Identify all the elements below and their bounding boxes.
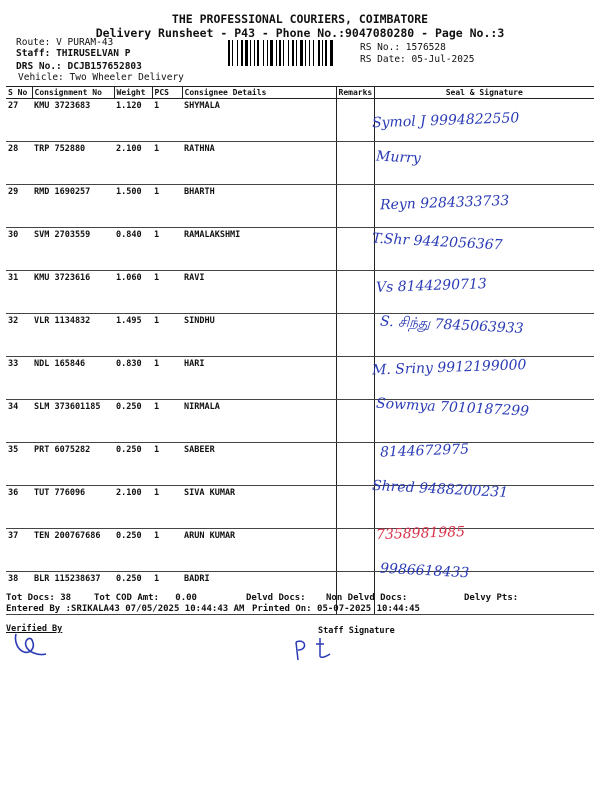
signature-31: Vs 8144290713 [375, 276, 488, 296]
signature-30: T.Shr 9442056367 [371, 230, 503, 254]
cell-consignee: BHARTH [182, 185, 336, 228]
rs-no-value: 1576528 [405, 42, 446, 53]
cell-consignee: RAVI [182, 271, 336, 314]
cell-signature [371, 99, 594, 142]
table-row [6, 486, 594, 529]
cell-remarks [336, 271, 374, 314]
cell-sno: 36 [6, 486, 32, 529]
cell-pcs: 1 [152, 443, 182, 486]
table-row [6, 228, 594, 271]
verifier-signature [10, 630, 56, 660]
cell-consignment: PRT 6075282 [32, 443, 114, 486]
cell-consignment: KMU 3723616 [32, 271, 114, 314]
cell-pcs: 1 [152, 185, 182, 228]
cell-consignee: NIRMALA [182, 400, 336, 443]
tot-cod-label: Tot COD Amt: [94, 593, 160, 603]
table-row [6, 142, 594, 185]
cell-consignee: RATHNA [182, 142, 336, 185]
cell-sno: 28 [6, 142, 32, 185]
cell-weight: 0.250 [114, 572, 152, 615]
cell-signature [374, 185, 594, 228]
totals-line [6, 593, 71, 603]
cell-pcs: 1 [152, 357, 182, 400]
cell-pcs: 1 [152, 142, 182, 185]
cell-remarks [336, 357, 374, 400]
cell-consignee: SIVA KUMAR [182, 486, 336, 529]
vehicle-line [18, 72, 184, 83]
table-row [6, 529, 594, 572]
staff-signature-label: Staff Signature [318, 626, 395, 636]
staff-signature-mark [290, 634, 340, 664]
signature-27: Symol J 9994822550 [371, 110, 520, 132]
table-row [6, 185, 594, 228]
col-header-consignment: Consignment No [32, 87, 114, 99]
cell-signature [374, 271, 594, 314]
cell-signature [374, 357, 594, 400]
cell-weight: 0.840 [114, 228, 152, 271]
signature-29: Reyn 9284333733 [379, 192, 510, 214]
entered-by: Entered By :SRIKALA43 07/05/2025 10:44:43 AM [6, 604, 245, 614]
vehicle-label: Vehicle: [18, 72, 64, 83]
cell-weight: 0.830 [114, 357, 152, 400]
tot-docs-label: Tot Docs: [6, 593, 55, 603]
delvd-docs-label: Delvd Docs: [246, 593, 306, 603]
cell-consignment: TEN 200767686 [32, 529, 114, 572]
table-row [6, 357, 594, 400]
cell-pcs: 1 [152, 228, 182, 271]
cell-consignment: VLR 1134832 [32, 314, 114, 357]
delvy-pts-label: Delvy Pts: [464, 593, 519, 603]
cell-signature [371, 228, 594, 271]
company-name: THE PROFESSIONAL COURIERS, COIMBATORE [171, 12, 429, 26]
rs-date-line [360, 54, 474, 65]
cell-pcs: 1 [152, 572, 182, 615]
cell-consignee: SABEER [182, 443, 336, 486]
cell-consignment: NDL 165846 [32, 357, 114, 400]
cell-sno: 27 [6, 99, 32, 142]
cell-weight: 0.250 [114, 400, 152, 443]
cell-remarks [336, 314, 374, 357]
route-label: Route: [16, 37, 51, 48]
cell-remarks [336, 185, 374, 228]
non-delvd-docs-label: Non Delvd Docs: [326, 593, 408, 603]
cell-remarks [336, 443, 374, 486]
table-row [6, 400, 594, 443]
cell-sno: 31 [6, 271, 32, 314]
cell-consignment: SLM 373601185 [32, 400, 114, 443]
cell-sno: 38 [6, 572, 32, 615]
tot-docs-value: 38 [60, 593, 72, 603]
cell-signature [374, 529, 594, 572]
drs-line [16, 61, 142, 72]
cell-sno: 33 [6, 357, 32, 400]
cell-remarks [336, 486, 374, 529]
cell-weight: 1.500 [114, 185, 152, 228]
cell-remarks [336, 228, 374, 271]
cell-signature [374, 314, 594, 357]
signature-38: 9986618433 [379, 560, 470, 582]
cell-remarks [336, 142, 374, 185]
col-header-remarks: Remarks [336, 87, 374, 99]
cell-weight: 1.120 [114, 99, 152, 142]
cell-remarks [336, 529, 374, 572]
cell-consignee: HARI [182, 357, 336, 400]
table-row [6, 443, 594, 486]
cell-pcs: 1 [152, 271, 182, 314]
cell-consignee: ARUN KUMAR [182, 529, 336, 572]
cell-consignee: RAMALAKSHMI [182, 228, 336, 271]
cell-remarks [336, 400, 374, 443]
cell-consignment: TUT 776096 [32, 486, 114, 529]
cell-sno: 34 [6, 400, 32, 443]
signature-35: 8144672975 [379, 441, 470, 461]
cell-consignment: RMD 1690257 [32, 185, 114, 228]
drs-label: DRS No.: [16, 61, 62, 72]
rs-date-label: RS Date: [360, 54, 406, 65]
table-row [6, 99, 594, 142]
cell-sno: 29 [6, 185, 32, 228]
table-header-row [6, 87, 594, 99]
cell-consignment: SVM 2703559 [32, 228, 114, 271]
cell-signature [374, 443, 594, 486]
table-row [6, 271, 594, 314]
cell-pcs: 1 [152, 529, 182, 572]
cell-consignment: KMU 3723683 [32, 99, 114, 142]
col-header-sno: S No [6, 87, 32, 99]
route-line [16, 37, 113, 48]
cell-signature [374, 142, 594, 185]
signature-32: S. சிந்து 7845063933 [379, 313, 524, 338]
cell-weight: 1.060 [114, 271, 152, 314]
signature-28: Murry [375, 148, 422, 167]
col-header-pcs: PCS [152, 87, 182, 99]
cell-weight: 2.100 [114, 142, 152, 185]
cell-pcs: 1 [152, 400, 182, 443]
cell-sno: 32 [6, 314, 32, 357]
cell-weight: 2.100 [114, 486, 152, 529]
cell-weight: 0.250 [114, 529, 152, 572]
cell-pcs: 1 [152, 314, 182, 357]
signature-37: 7358981985 [375, 524, 466, 544]
cell-consignee: BADRI [182, 572, 336, 615]
signature-34: Sowmya 7010187299 [375, 395, 530, 420]
signature-36: Shred 9488200231 [371, 477, 509, 501]
col-header-weight: Weight [114, 87, 152, 99]
rs-no-line [360, 42, 446, 53]
col-header-consignee: Consignee Details [182, 87, 336, 99]
cell-signature [374, 486, 594, 529]
staff-label: Staff: [16, 48, 51, 59]
runsheet-table [6, 86, 594, 615]
cell-pcs: 1 [152, 99, 182, 142]
printed-on: Printed On: 05-07-2025 10:44:45 [252, 604, 420, 614]
barcode-icon [228, 40, 352, 66]
runsheet-title: Delivery Runsheet - P43 - Phone No.:9047080280 - Page No.:3 [95, 26, 505, 40]
verified-by-label: Verified By [6, 624, 63, 634]
staff-line [16, 48, 130, 59]
cell-remarks [336, 99, 374, 142]
cell-consignee: SINDHU [182, 314, 336, 357]
cell-weight: 0.250 [114, 443, 152, 486]
cell-sno: 37 [6, 529, 32, 572]
drs-value: DCJB157652803 [67, 61, 142, 72]
cell-sno: 35 [6, 443, 32, 486]
cell-weight: 1.495 [114, 314, 152, 357]
rs-date-value: 05-Jul-2025 [411, 54, 475, 65]
cell-signature [374, 400, 594, 443]
cell-consignment: BLR 115238637 [32, 572, 114, 615]
staff-value: THIRUSELVAN P [56, 48, 131, 59]
rs-no-label: RS No.: [360, 42, 401, 53]
cell-pcs: 1 [152, 486, 182, 529]
vehicle-value: Two Wheeler Delivery [69, 72, 184, 83]
cell-sno: 30 [6, 228, 32, 271]
col-header-seal-signature: Seal & Signature [374, 87, 594, 99]
signature-33: M. Sriny 9912199000 [371, 357, 527, 379]
cell-consignment: TRP 752880 [32, 142, 114, 185]
tot-cod-line [94, 593, 197, 603]
route-value: V PURAM-43 [56, 37, 114, 48]
tot-cod-value: 0.00 [175, 593, 197, 603]
table-row [6, 314, 594, 357]
cell-consignee: SHYMALA [182, 99, 336, 142]
